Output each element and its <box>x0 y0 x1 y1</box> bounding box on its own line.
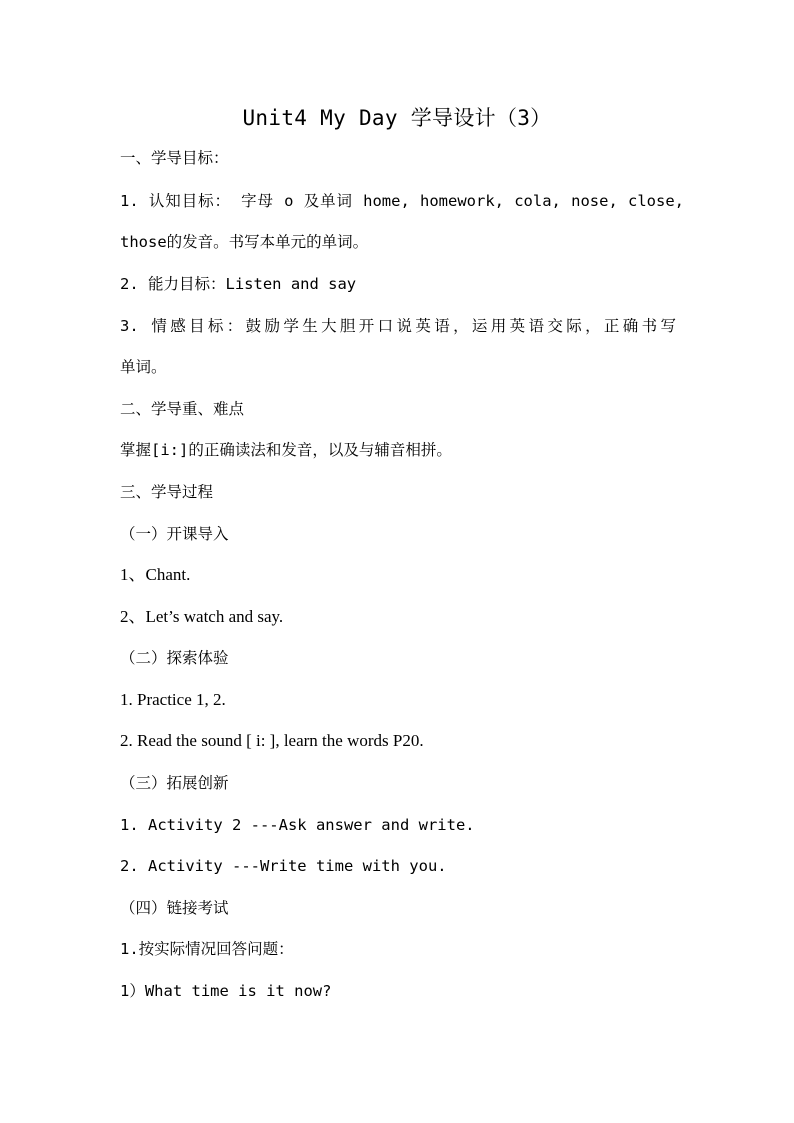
objective-emotion-cont: 单词。 <box>120 358 167 376</box>
subsection-intro: （一）开课导入 <box>120 525 229 543</box>
objective-emotion: 3. 情感目标：鼓励学生大胆开口说英语，运用英语交际，正确书写 <box>120 317 676 335</box>
objective-ability: 2. 能力目标：Listen and say <box>120 275 357 293</box>
step-chant: 1、Chant. <box>120 565 191 584</box>
exam-instruction: 1.按实际情况回答问题： <box>120 940 294 958</box>
key-points-text: 掌握[i:]的正确读法和发音，以及与辅音相拼。 <box>120 441 452 459</box>
subsection-extension: （三）拓展创新 <box>120 774 229 792</box>
objective-cognitive: 1. 认知目标： 字母 o 及单词 home, homework, cola, nose, close, <box>120 192 684 210</box>
exam-question-1: 1）What time is it now? <box>120 982 332 1000</box>
step-watch-say: 2、Let’s watch and say. <box>120 607 284 626</box>
step-practice: 1. Practice 1, 2. <box>120 690 226 709</box>
subsection-exam-link: （四）链接考试 <box>120 899 229 917</box>
section-heading-key-points: 二、学导重、难点 <box>120 400 245 418</box>
step-read-sound: 2. Read the sound [ i: ], learn the words P20. <box>120 731 424 750</box>
document-title: Unit4 My Day 学导设计（3） <box>242 106 552 130</box>
objective-cognitive-cont: those的发音。书写本单元的单词。 <box>120 233 369 251</box>
step-activity-2: 1. Activity 2 ---Ask answer and write. <box>120 816 475 834</box>
section-heading-process: 三、学导过程 <box>120 483 214 501</box>
step-activity-write-time: 2. Activity ---Write time with you. <box>120 857 447 875</box>
subsection-explore: （二）探索体验 <box>120 649 229 667</box>
section-heading-objectives: 一、学导目标： <box>120 149 229 167</box>
